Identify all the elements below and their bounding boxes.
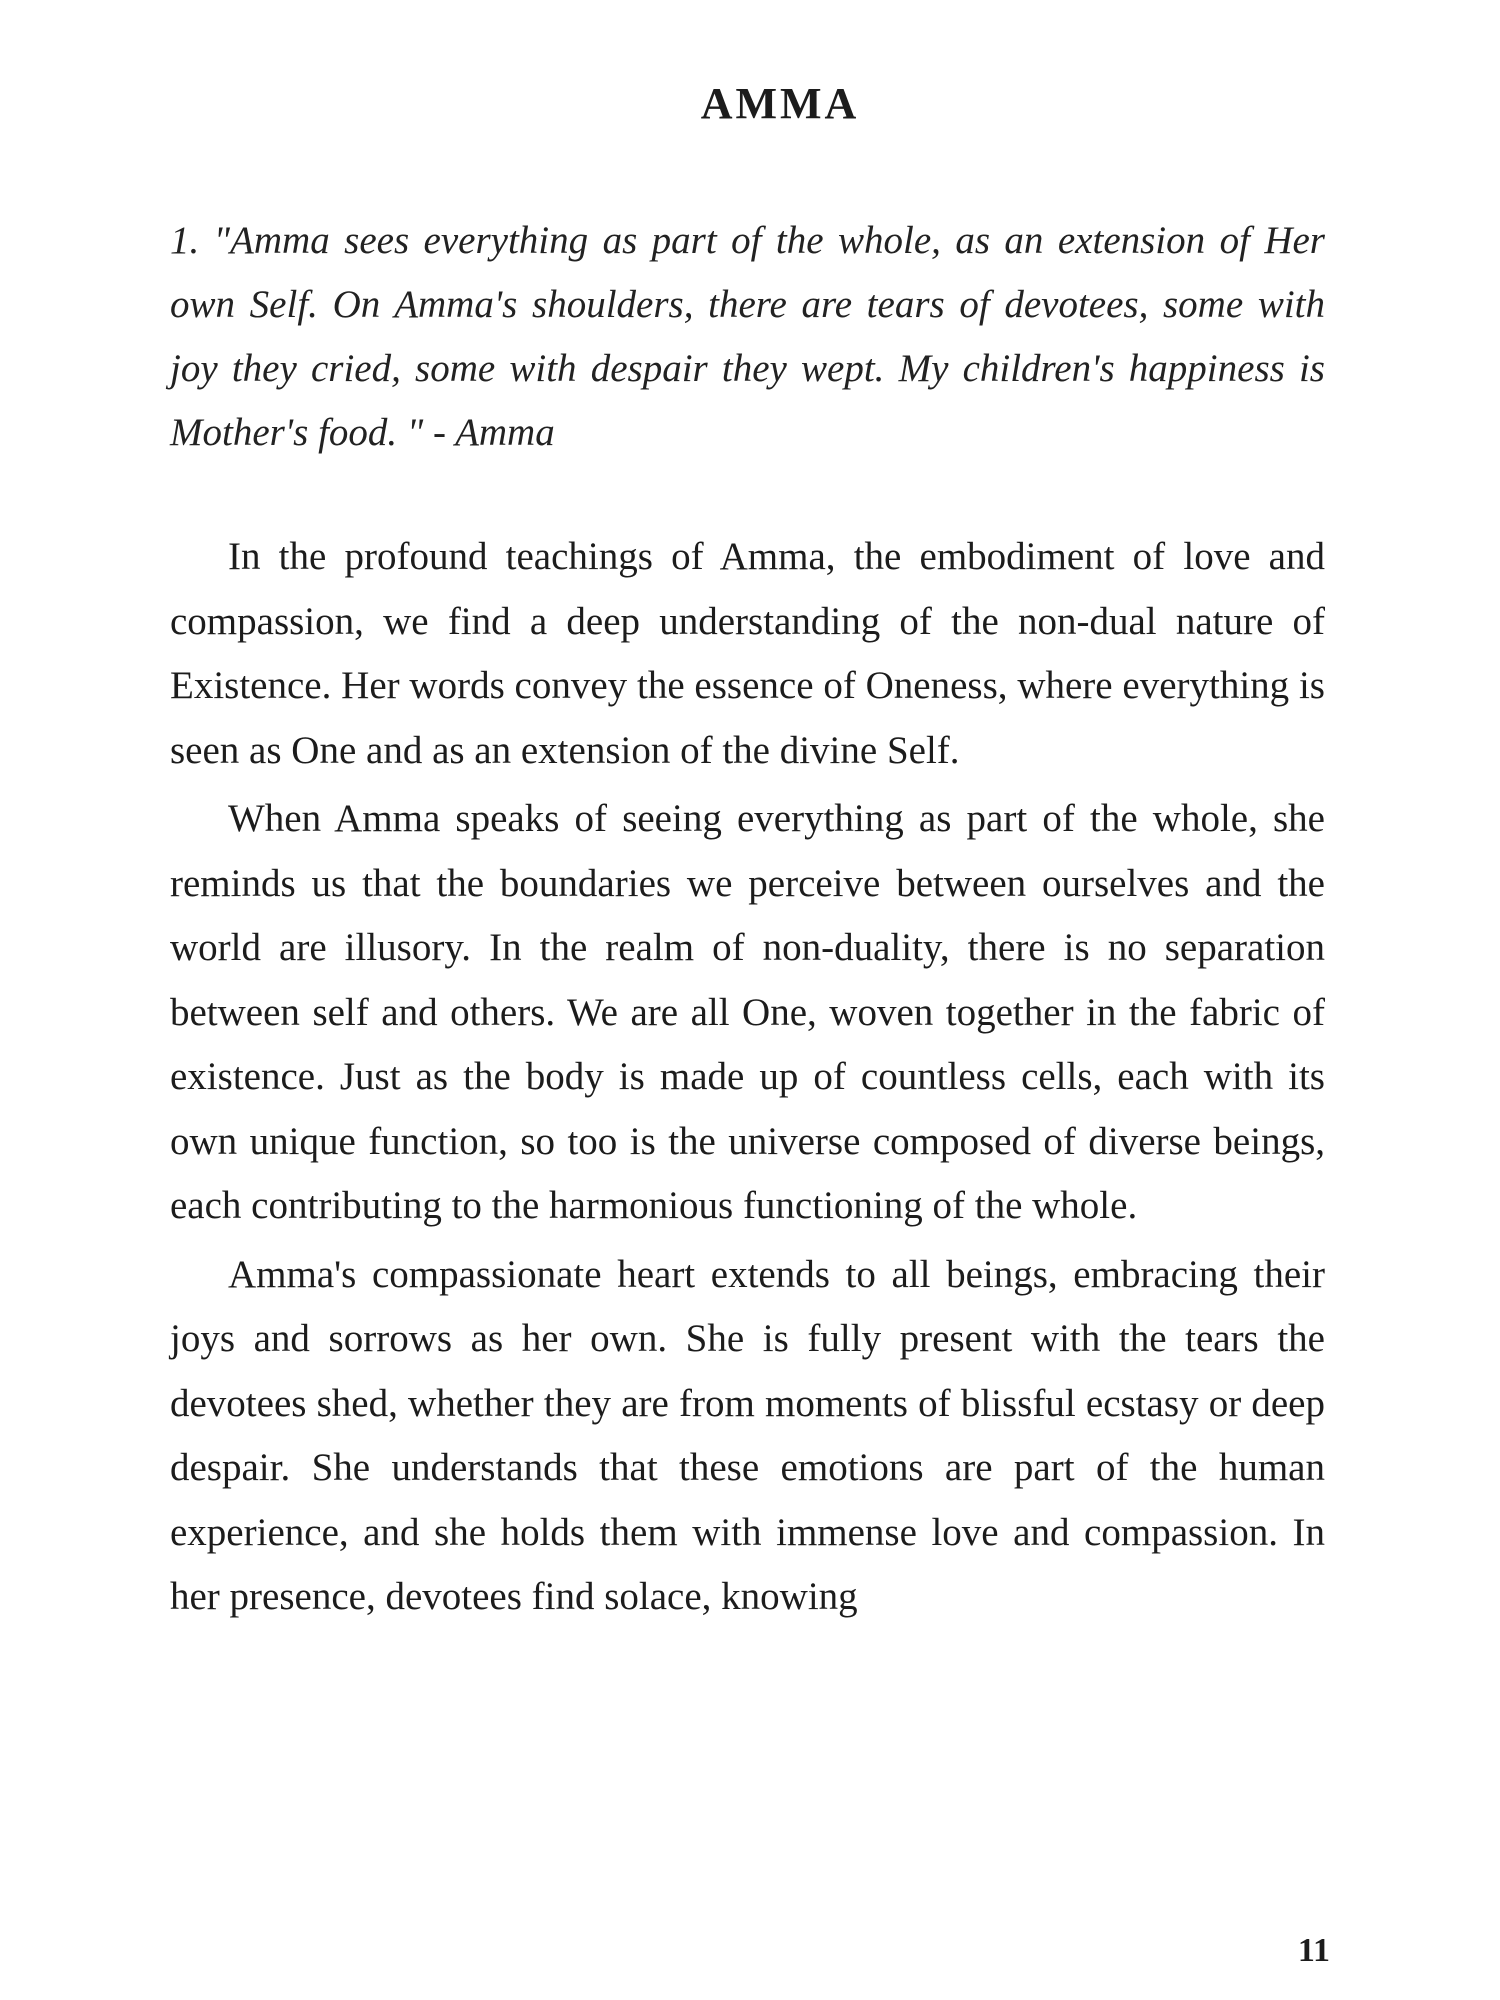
page-number: 11: [1297, 1932, 1330, 1969]
epigraph-quote: 1. "Amma sees everything as part of the whole, as an extension of Her own Self. On Amma's shoulders, there are tears of devotees, some with joy they cried, some with despair they wept. My children's happiness is Mother's food. " - Amma: [170, 219, 1325, 454]
body-text: [170, 525, 1325, 1634]
page-title: AMMA: [700, 79, 860, 128]
paragraph: Amma's compassionate heart extends to all beings, embracing their joys and sorrows as her own. She is fully present with the tears the devotees shed, whether they are from moments of blissful ecstasy or deep despair. She understands that these emotions are part of the human experience, and she holds them with immense love and compassion. In her presence, devotees find solace, knowing: [170, 1252, 1325, 1618]
paragraph: In the profound teachings of Amma, the embodiment of love and compassion, we find a deep understanding of the non-dual nature of Existence. Her words convey the essence of Oneness, where everything is seen as One and as an extension of the divine Self.: [170, 535, 1325, 772]
paragraph: When Amma speaks of seeing everything as part of the whole, she reminds us that the boundaries we perceive between ourselves and the world are illusory. In the realm of non-duality, there is no separation between self and others. We are all One, woven together in the fabric of existence. Just as the body is made up of countless cells, each with its own unique function, so too is the universe composed of diverse beings, each contributing to the harmonious functioning of the whole.: [170, 797, 1325, 1227]
